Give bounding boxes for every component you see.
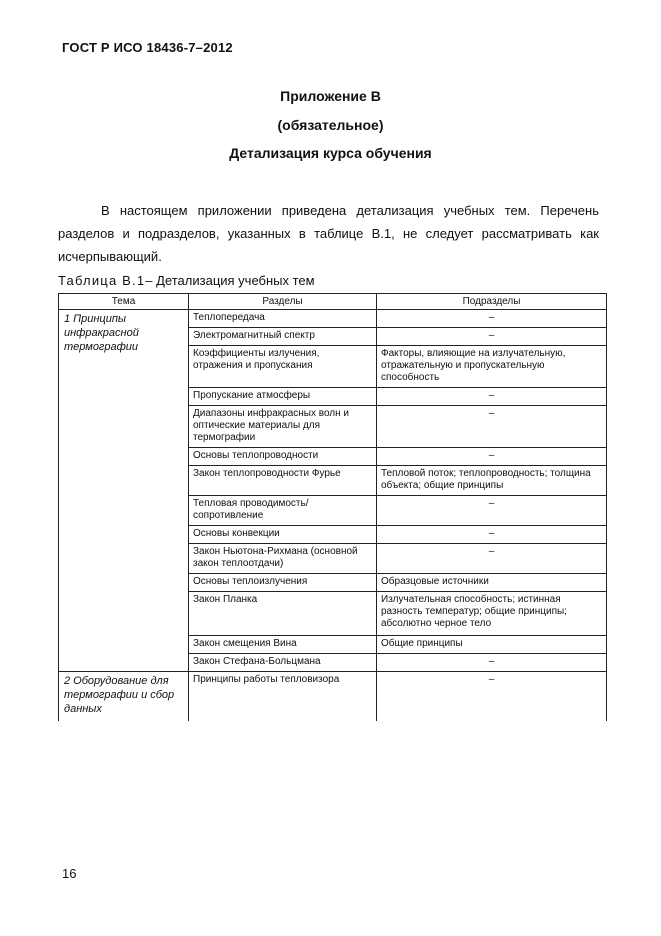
subsection-cell: –	[377, 654, 607, 672]
section-cell: Основы конвекции	[189, 526, 377, 544]
section-cell: Коэффициенты излучения, отражения и пропускания	[189, 346, 377, 388]
training-topics-table	[58, 293, 607, 721]
section-cell: Пропускание атмосферы	[189, 388, 377, 406]
subsection-cell: –	[377, 448, 607, 466]
header-sections: Разделы	[189, 294, 377, 310]
table-caption-text: – Детализация учебных тем	[145, 273, 315, 288]
section-cell: Теплопередача	[189, 310, 377, 328]
subsection-cell: –	[377, 388, 607, 406]
topic-cell: 2 Оборудование для термографии и сбор данных	[59, 672, 189, 722]
subsection-cell: Образцовые источники	[377, 574, 607, 592]
header-subsections: Подразделы	[377, 294, 607, 310]
intro-paragraph: В настоящем приложении приведена детализация учебных тем. Перечень разделов и подразделов, указанных в таблице В.1, не следует рассматривать как исчерпывающий.	[58, 203, 599, 264]
table-caption	[58, 273, 315, 288]
document-code: ГОСТ Р ИСО 18436-7–2012	[62, 40, 233, 55]
section-cell: Принципы работы тепловизора	[189, 672, 377, 722]
section-cell: Закон теплопроводности Фурье	[189, 466, 377, 496]
subsection-cell: –	[377, 672, 607, 722]
section-cell: Диапазоны инфракрасных волн и оптические материалы для термографии	[189, 406, 377, 448]
table-row	[59, 672, 607, 722]
table-row	[59, 310, 607, 328]
subsection-cell: Тепловой поток; теплопроводность; толщина объекта; общие принципы	[377, 466, 607, 496]
section-cell: Основы теплопроводности	[189, 448, 377, 466]
subsection-cell: –	[377, 406, 607, 448]
appendix-title: Приложение В	[280, 88, 381, 104]
subsection-cell: –	[377, 328, 607, 346]
section-cell: Закон Стефана-Больцмана	[189, 654, 377, 672]
subsection-cell: –	[377, 526, 607, 544]
page-number: 16	[62, 866, 77, 881]
table-header-row	[59, 294, 607, 310]
section-cell: Закон Ньютона-Рихмана (основной закон теплоотдачи)	[189, 544, 377, 574]
appendix-status: (обязательное)	[277, 117, 384, 133]
appendix-name: Детализация курса обучения	[229, 145, 432, 161]
subsection-cell: –	[377, 310, 607, 328]
header-topic: Тема	[59, 294, 189, 310]
subsection-cell: –	[377, 496, 607, 526]
table-caption-label: Таблица В.1	[58, 273, 146, 288]
subsection-cell: –	[377, 544, 607, 574]
section-cell: Основы теплоизлучения	[189, 574, 377, 592]
subsection-cell: Излучательная способность; истинная разность температур; общие принципы; абсолютно черное тело	[377, 592, 607, 636]
section-cell: Тепловая проводимость/сопротивление	[189, 496, 377, 526]
section-cell: Электромагнитный спектр	[189, 328, 377, 346]
topic-cell: 1 Принципы инфракрасной термографии	[59, 310, 189, 672]
subsection-cell: Общие принципы	[377, 636, 607, 654]
section-cell: Закон Планка	[189, 592, 377, 636]
section-cell: Закон смещения Вина	[189, 636, 377, 654]
subsection-cell: Факторы, влияющие на излучательную, отражательную и пропускательную способность	[377, 346, 607, 388]
